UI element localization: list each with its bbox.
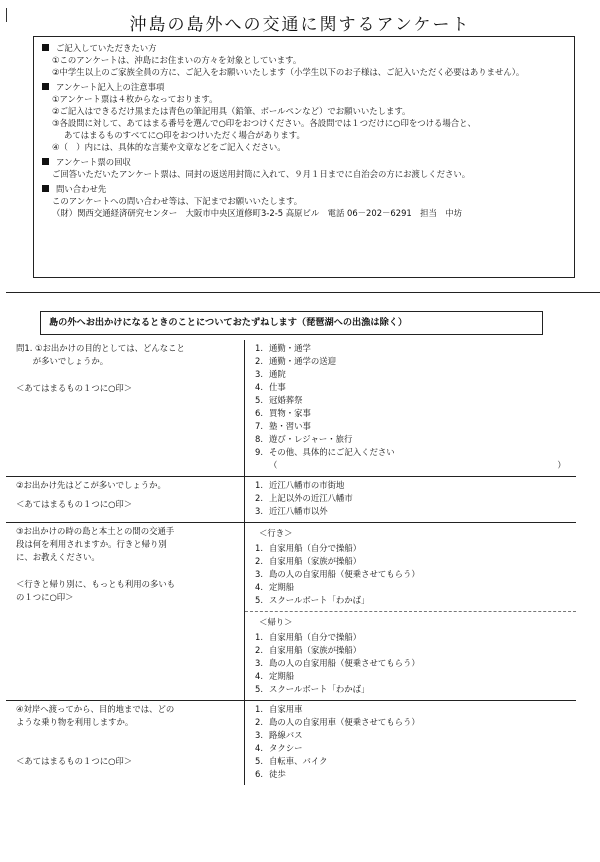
option-number: 1.: [255, 632, 263, 642]
options-cell: [245, 612, 577, 701]
option-label: 遊び・レジャー・旅行: [269, 434, 353, 444]
divider: [6, 292, 600, 293]
option-label: 自家用車: [269, 704, 303, 714]
option-list: [255, 542, 570, 607]
option-number: 2.: [255, 717, 263, 727]
option-number: 3.: [255, 730, 263, 740]
option-label: スクールボート「わかば」: [269, 684, 370, 694]
option-label: 塾・習い事: [269, 421, 311, 431]
options-cell: [245, 477, 577, 523]
answer-option[interactable]: [255, 407, 570, 420]
question-row: [6, 340, 576, 477]
question-table: [6, 340, 576, 785]
option-list: [255, 479, 570, 518]
question-instruction: ＜あてはまるもの１つに○印＞: [16, 383, 133, 393]
option-label: 近江八幡市の市街地: [269, 480, 345, 490]
option-number: 8.: [255, 434, 263, 444]
options-cell: [245, 340, 577, 477]
option-number: 2.: [255, 645, 263, 655]
option-number: 9.: [255, 447, 263, 457]
option-label: 徒歩: [269, 769, 286, 779]
square-bullet-icon: [42, 44, 49, 51]
question-cell: [6, 477, 245, 523]
option-label: 自家用船（自分で操船）: [269, 543, 362, 553]
option-number: 1.: [255, 343, 263, 353]
option-list: [255, 703, 570, 781]
answer-option[interactable]: [255, 479, 570, 492]
answer-option[interactable]: [255, 420, 570, 433]
answer-option[interactable]: [255, 394, 570, 407]
question-text: ④対岸へ渡ってから、目的地までは、どの ような乗り物を利用しますか。: [16, 704, 175, 727]
answer-option[interactable]: [255, 581, 570, 594]
option-label: 上記以外の近江八幡市: [269, 493, 353, 503]
page-title: 沖島の島外への交通に関するアンケート: [129, 15, 471, 35]
question-text: 問1. ①お出かけの目的としては、どんなこと が多いでしょうか。: [16, 343, 185, 366]
answer-option[interactable]: [255, 768, 570, 781]
question-text: ③お出かけの時の島と本土との間の交通手 段は何を利用されますか。行きと帰り別 に、お教えください。: [16, 526, 175, 562]
answer-option[interactable]: [255, 446, 570, 459]
option-number: 4.: [255, 382, 263, 392]
option-label: 冠婚葬祭: [269, 395, 303, 405]
section-header: 島の外へお出かけになるときのことについておたずねします（琵琶湖への出漁は除く）: [40, 311, 543, 335]
intro-heading: アンケート記入上の注意事項: [42, 81, 566, 93]
option-number: 4.: [255, 582, 263, 592]
option-number: 3.: [255, 506, 263, 516]
option-label: 自家用船（自分で操船）: [269, 632, 362, 642]
intro-line: ①アンケート票は４枚からなっております。: [52, 94, 218, 104]
answer-option[interactable]: [255, 631, 570, 644]
question-cell: [6, 701, 245, 786]
intro-line: （財）関西交通経済研究センター 大阪市中央区道修町3-2-5 高原ビル 電話 06－202－6291 担当 中坊: [52, 208, 462, 218]
question-text: ②お出かけ先はどこが多いでしょうか。: [16, 480, 166, 490]
answer-option[interactable]: [255, 683, 570, 696]
option-number: 5.: [255, 595, 263, 605]
option-label: 島の人の自家用船（便乗させてもらう）: [269, 658, 420, 668]
option-label: タクシー: [269, 743, 303, 753]
answer-option[interactable]: [255, 729, 570, 742]
question-row: [6, 701, 576, 786]
option-label: 仕事: [269, 382, 286, 392]
intro-line: ④（ ）内には、具体的な言葉や文章などをご記入ください。: [52, 142, 286, 152]
intro-box: [33, 36, 575, 278]
answer-option[interactable]: [255, 368, 570, 381]
intro-line: このアンケートへの問い合わせ等は、下記までお願いいたします。: [52, 196, 303, 206]
option-label: 定期船: [269, 582, 295, 592]
square-bullet-icon: [42, 158, 49, 165]
option-label: 近江八幡市以外: [269, 506, 328, 516]
option-label: その他、具体的にご記入ください: [269, 447, 395, 457]
answer-option[interactable]: [255, 742, 570, 755]
answer-option[interactable]: [255, 505, 570, 518]
option-number: 7.: [255, 421, 263, 431]
option-number: 1.: [255, 543, 263, 553]
intro-line: ②ご記入はできるだけ黒または青色の筆記用具（鉛筆、ボールペンなど）でお願いいたします。: [52, 106, 411, 116]
option-label: 定期船: [269, 671, 295, 681]
answer-option[interactable]: [255, 716, 570, 729]
option-label: スクールボート「わかば」: [269, 595, 370, 605]
intro-heading: アンケート票の回収: [42, 156, 566, 168]
option-number: 5.: [255, 684, 263, 694]
answer-option[interactable]: [255, 755, 570, 768]
option-number: 4.: [255, 671, 263, 681]
answer-option[interactable]: [255, 644, 570, 657]
option-number: 6.: [255, 408, 263, 418]
intro-line: ご回答いただいたアンケート票は、同封の返送用封筒に入れて、９月１日までに自治会の方にお渡しください。: [52, 169, 471, 179]
option-label: 自家用船（家族が操船）: [269, 645, 362, 655]
question-cell: [6, 340, 245, 477]
option-number: 2.: [255, 493, 263, 503]
option-number: 5.: [255, 395, 263, 405]
option-number: 3.: [255, 569, 263, 579]
option-number: 2.: [255, 356, 263, 366]
option-number: 3.: [255, 658, 263, 668]
answer-option[interactable]: [255, 355, 570, 368]
intro-line: ③各設問に対して、あてはまる番号を選んで○印をおつけください。各設問では１つだけに○印をつける場合と、: [52, 118, 476, 128]
option-label: 自家用船（家族が操船）: [269, 556, 362, 566]
option-number: 2.: [255, 556, 263, 566]
square-bullet-icon: [42, 83, 49, 90]
question-row: [6, 523, 576, 612]
answer-option[interactable]: [255, 670, 570, 683]
option-number: 1.: [255, 704, 263, 714]
option-number: 3.: [255, 369, 263, 379]
square-bullet-icon: [42, 185, 49, 192]
free-text-field[interactable]: （ ）: [269, 460, 566, 470]
answer-option[interactable]: [255, 657, 570, 670]
options-cell: [245, 701, 577, 786]
answer-option[interactable]: [255, 433, 570, 446]
answer-option[interactable]: [255, 703, 570, 716]
option-label: 通勤・通学: [269, 343, 311, 353]
option-number: 6.: [255, 769, 263, 779]
option-number: 5.: [255, 756, 263, 766]
option-label: 島の人の自家用船（便乗させてもらう）: [269, 569, 420, 579]
answer-option[interactable]: [255, 381, 570, 394]
question-instruction: ＜あてはまるもの１つに○印＞: [16, 499, 133, 509]
question-row: [6, 477, 576, 523]
options-cell: [245, 523, 577, 612]
outbound-label: ＜行き＞: [259, 528, 293, 538]
option-list: [255, 342, 570, 459]
option-label: 買物・家事: [269, 408, 311, 418]
return-label: ＜帰り＞: [259, 617, 293, 627]
question-instruction: ＜あてはまるもの１つに○印＞: [16, 756, 133, 766]
option-label: 通院: [269, 369, 286, 379]
intro-heading: 問い合わせ先: [42, 183, 566, 195]
answer-option[interactable]: [255, 542, 570, 555]
option-list: [255, 631, 570, 696]
answer-option[interactable]: [255, 594, 570, 607]
answer-option[interactable]: [255, 342, 570, 355]
question-instruction: ＜行きと帰り別に、もっとも利用の多いも の１つに○印＞: [16, 579, 176, 602]
option-label: 通勤・通学の送迎: [269, 356, 336, 366]
intro-line: ②中学生以上のご家族全員の方に、ご記入をお願いいたします（小学生以下のお子様は、ご記入いただく必要はありません）。: [52, 67, 525, 77]
option-label: 島の人の自家用車（便乗させてもらう）: [269, 717, 420, 727]
question-cell: [6, 523, 245, 701]
option-label: 自転車、バイク: [269, 756, 328, 766]
option-label: 路線バス: [269, 730, 303, 740]
intro-heading: ご記入していただきたい方: [42, 42, 566, 54]
answer-option[interactable]: [255, 568, 570, 581]
intro-line: あてはまるものすべてに○印をおつけいただく場合があります。: [64, 130, 305, 140]
intro-line: ①このアンケートは、沖島にお住まいの方々を対象としています。: [52, 55, 302, 65]
answer-option[interactable]: [255, 555, 570, 568]
option-number: 1.: [255, 480, 263, 490]
option-number: 4.: [255, 743, 263, 753]
answer-option[interactable]: [255, 492, 570, 505]
